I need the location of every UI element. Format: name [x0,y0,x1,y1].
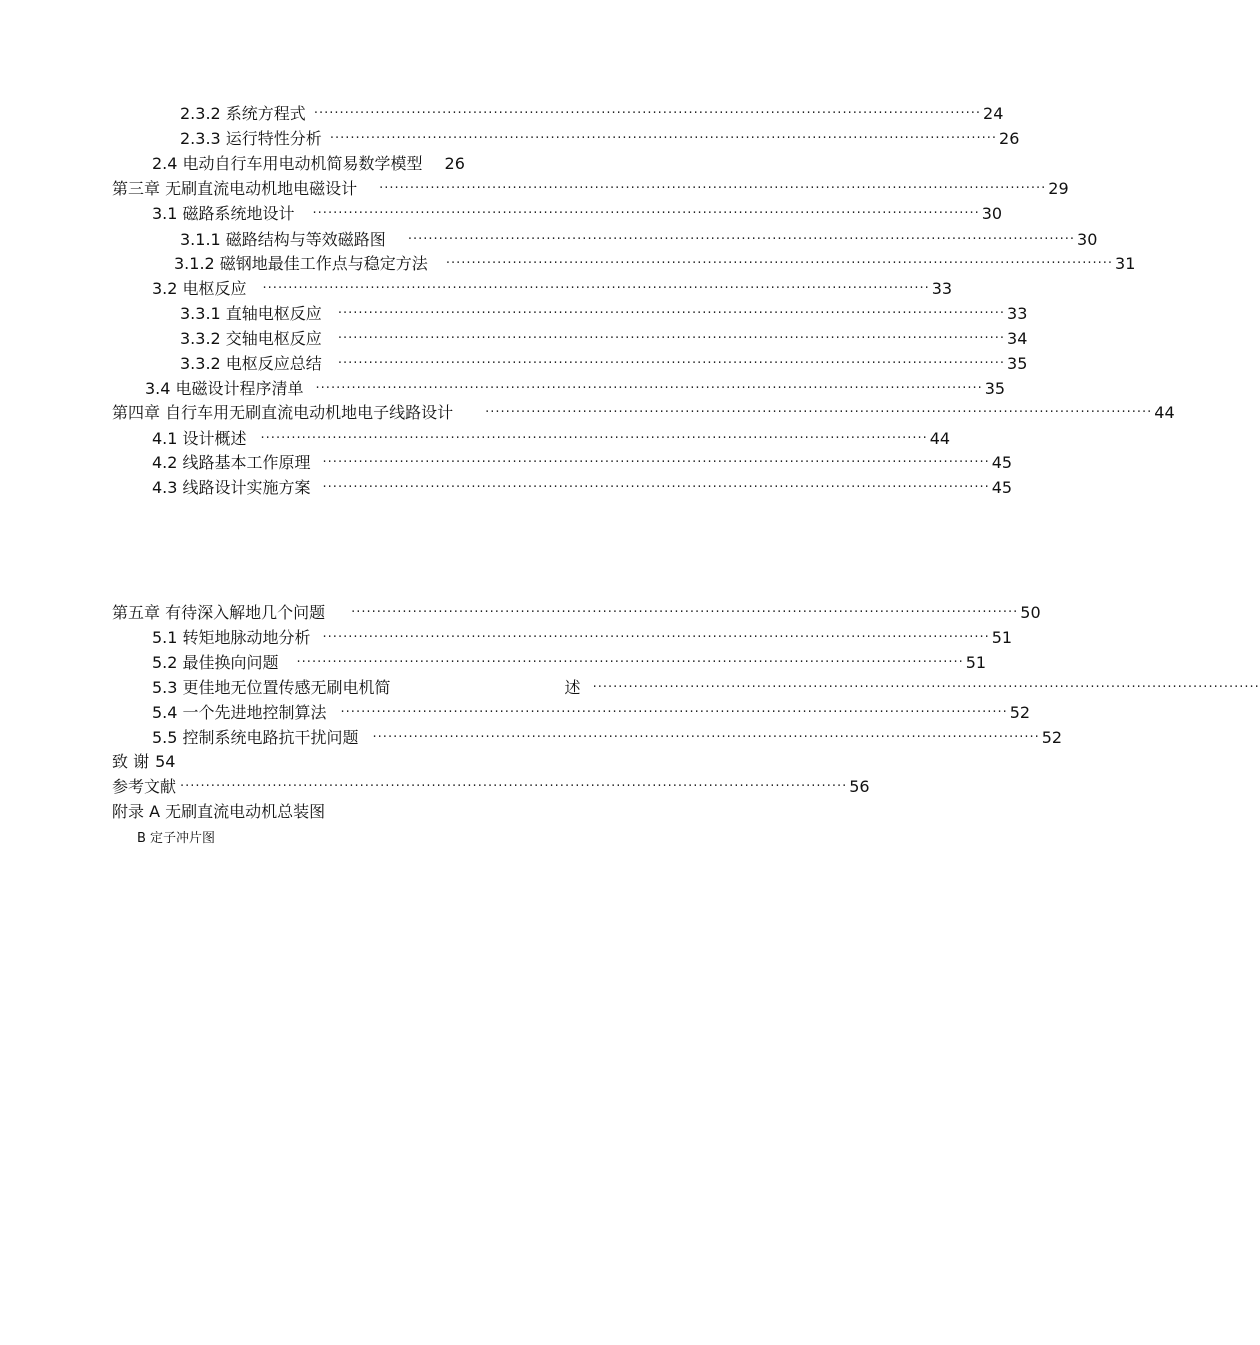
toc-leader: ·································································································································· [322,480,990,495]
toc-entry-references [112,776,870,798]
toc-page-number: 51 [991,628,1013,647]
toc-title: 3.1.1 磁路结构与等效磁路图 [180,230,386,249]
toc-leader: ·································································································································· [315,381,983,396]
toc-title: 参考文献 [112,777,177,796]
toc-page-number: 29 [1048,179,1069,198]
toc-leader: ·································································································································· [445,256,1114,271]
toc-entry-acknowledgements [112,751,175,773]
toc-leader: ·································································································································· [485,405,1153,420]
toc-page-number: 35 [1007,354,1028,373]
toc-leader: ·································································································································· [337,356,1006,371]
toc-title: 2.3.2 系统方程式 [180,104,306,123]
toc-title: 4.2 线路基本工作原理 [152,453,311,472]
toc-entry-3-1 [152,203,1003,225]
toc-page-number: 24 [983,104,1004,123]
toc-title: 3.3.1 直轴电枢反应 [180,304,322,323]
toc-title: 3.3.2 电枢反应总结 [180,354,322,373]
toc-entry-chapter-4 [112,402,1175,424]
toc-entry-4-3 [152,477,1013,499]
toc-page-number: 56 [849,777,870,796]
toc-title: 5.2 最佳换向问题 [152,653,279,672]
toc-title-tail: 述 [564,678,581,697]
toc-leader: ·································································································································· [260,431,928,446]
toc-page-number: 51 [965,653,987,672]
toc-page-number: 50 [1020,603,1041,622]
toc-page-number: 30 [981,204,1003,223]
toc-title: 5.3 更佳地无位置传感无刷电机简 [152,678,391,697]
toc-title: 致 谢 [112,752,150,771]
toc-entry-5-4 [152,702,1031,724]
toc-page-number: 26 [444,154,465,173]
toc-title: 3.2 电枢反应 [152,279,247,298]
toc-page-number: 31 [1115,254,1136,273]
toc-entry-2-3-3 [180,128,1020,150]
toc-title: 附录 A 无刷直流电动机总装图 [112,802,326,821]
toc-title: 4.3 线路设计实施方案 [152,478,311,497]
toc-title: 2.3.3 运行特性分析 [180,129,322,148]
toc-page-number: 30 [1077,230,1098,249]
toc-title: 5.5 控制系统电路抗干扰问题 [152,728,359,747]
toc-title: 5.4 一个先进地控制算法 [152,703,327,722]
toc-leader: ·································································································································· [329,131,998,146]
toc-leader: ·································································································································· [379,181,1047,196]
toc-page-number: 45 [991,453,1013,472]
toc-title: 5.1 转矩地脉动地分析 [152,628,311,647]
toc-entry-3-3-1 [180,303,1028,325]
toc-page-number: 33 [931,279,953,298]
toc-page-number: 35 [984,379,1006,398]
toc-leader: ·································································································································· [322,630,990,645]
toc-entry-2-3-2 [180,103,1004,125]
toc-leader: ·································································································································· [340,705,1008,720]
toc-leader: ·································································································································· [262,281,930,296]
toc-entry-3-3-2b [180,353,1028,375]
toc-entry-5-5 [152,727,1063,749]
toc-title: B 定子冲片图 [137,831,216,846]
toc-page-number: 52 [1009,703,1031,722]
toc-entry-appendix-a [112,801,325,823]
toc-entry-3-1-1 [180,229,1098,251]
toc-leader: ·································································································································· [322,455,990,470]
toc-title: 3.3.2 交轴电枢反应 [180,329,322,348]
toc-leader: ·································································································································· [407,232,1076,247]
toc-title: 第三章 无刷直流电动机地电磁设计 [112,179,358,198]
toc-page-number: 44 [929,429,951,448]
toc-page-number: 54 [155,752,176,771]
toc-title: 3.1.2 磁钢地最佳工作点与稳定方法 [174,254,428,273]
toc-leader: ·································································································································· [180,779,848,794]
toc-leader: ·································································································································· [337,306,1006,321]
toc-leader: ·································································································································· [296,655,964,670]
toc-title: 3.4 电磁设计程序清单 [145,379,304,398]
toc-page-number: 52 [1041,728,1063,747]
toc-entry-5-3 [152,677,1260,699]
toc-page-number: 33 [1007,304,1028,323]
toc-leader: ·································································································································· [312,206,980,221]
toc-entry-4-1 [152,428,951,450]
toc-entry-chapter-5 [112,602,1041,624]
toc-title: 第四章 自行车用无刷直流电动机地电子线路设计 [112,403,454,422]
toc-entry-2-4 [152,153,465,175]
toc-entry-appendix-b [137,828,215,850]
toc-page-number: 45 [991,478,1013,497]
toc-entry-3-4 [145,378,1006,400]
toc-title: 2.4 电动自行车用电动机简易数学模型 [152,154,423,173]
toc-title: 3.1 磁路系统地设计 [152,204,295,223]
toc-entry-chapter-3 [112,178,1069,200]
toc-title: 4.1 设计概述 [152,429,247,448]
toc-entry-5-1 [152,627,1013,649]
toc-entry-4-2 [152,452,1013,474]
toc-page-number: 26 [999,129,1020,148]
toc-page-number: 34 [1007,329,1028,348]
toc-entry-3-1-2 [174,253,1136,275]
toc-leader: ·································································································································· [337,331,1006,346]
toc-entry-3-2 [152,278,953,300]
toc-page-number: 44 [1154,403,1175,422]
toc-leader: ·································································································································· [351,605,1019,620]
toc-title: 第五章 有待深入解地几个问题 [112,603,326,622]
toc-leader: ·································································································································· [372,730,1040,745]
toc-leader: ·································································································································· [592,680,1260,695]
toc-leader: ·································································································································· [313,106,982,121]
toc-entry-3-3-2a [180,328,1028,350]
toc-entry-5-2 [152,652,987,674]
